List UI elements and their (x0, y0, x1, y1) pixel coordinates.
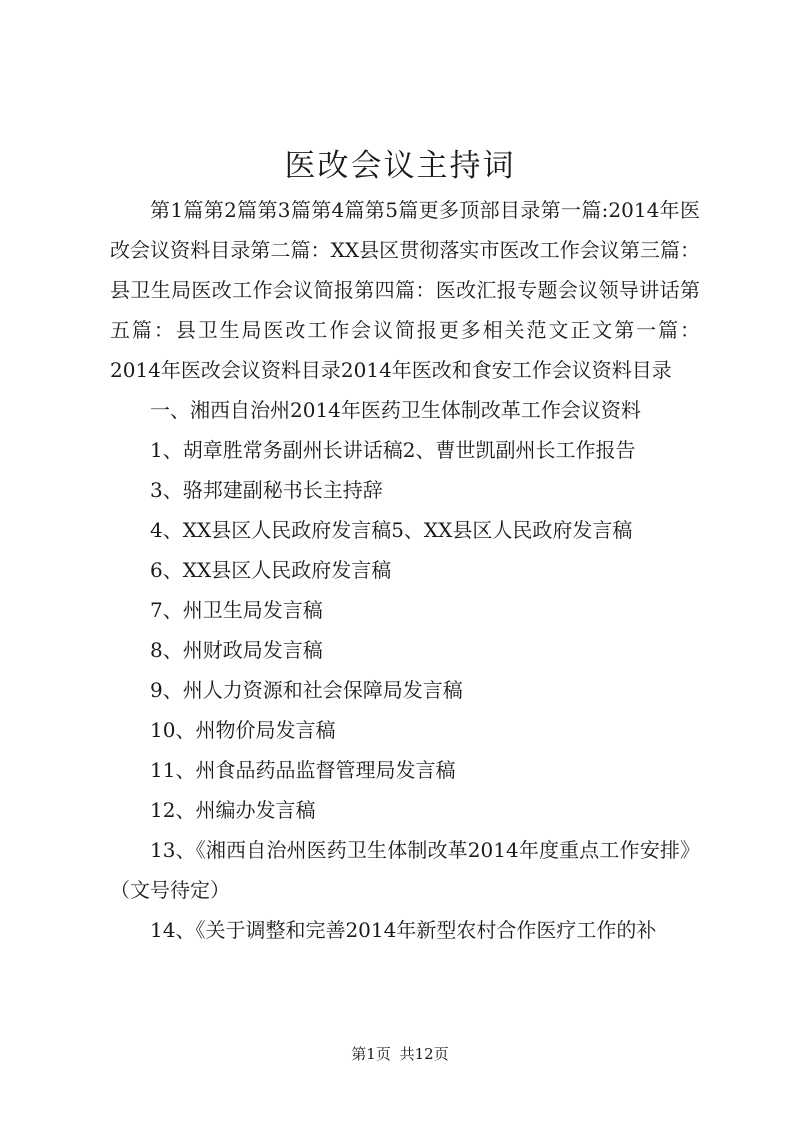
list-item: 8、州财政局发言稿 (150, 638, 323, 662)
page-total: 共12页 (399, 1045, 449, 1063)
list-item: 11、州食品药品监督管理局发言稿 (150, 758, 456, 782)
list-item: 10、州物价局发言稿 (150, 718, 336, 742)
intro-paragraph: 第1篇第2篇第3篇第4篇第5篇更多顶部目录第一篇:2014年医改会议资料目录第二篇：XX县区贯彻落实市医改工作会议第三篇：县卫生局医改工作会议简报第四篇：医改汇报专题会议领导讲话第五篇：县卫生局医改工作会议简报更多相关范文正文第一篇：2014年医改会议资料目录2014年医改和食安工作会议资料目录 (110, 198, 700, 382)
list-item: 一、湘西自治州2014年医药卫生体制改革工作会议资料 (150, 398, 641, 422)
list-item: 9、州人力资源和社会保障局发言稿 (150, 678, 463, 702)
page-title: 医改会议主持词 (284, 148, 516, 184)
page-footer (0, 1043, 800, 1064)
list-item: 14、《关于调整和完善2014年新型农村合作医疗工作的补 (150, 918, 657, 942)
list-item: 6、XX县区人民政府发言稿 (150, 558, 392, 582)
document-body (110, 190, 700, 950)
list-item: 3、骆邦建副秘书长主持辞 (150, 478, 383, 502)
page-number: 第1页 (351, 1045, 391, 1063)
list-item: 12、州编办发言稿 (150, 798, 316, 822)
list-item: 1、胡章胜常务副州长讲话稿2、曹世凯副州长工作报告 (150, 438, 636, 462)
list-item: 7、州卫生局发言稿 (150, 598, 323, 622)
list-item: 4、XX县区人民政府发言稿5、XX县区人民政府发言稿 (150, 518, 633, 542)
list-item: 13、《湘西自治州医药卫生体制改革2014年度重点工作安排》（文号待定） (110, 838, 700, 902)
